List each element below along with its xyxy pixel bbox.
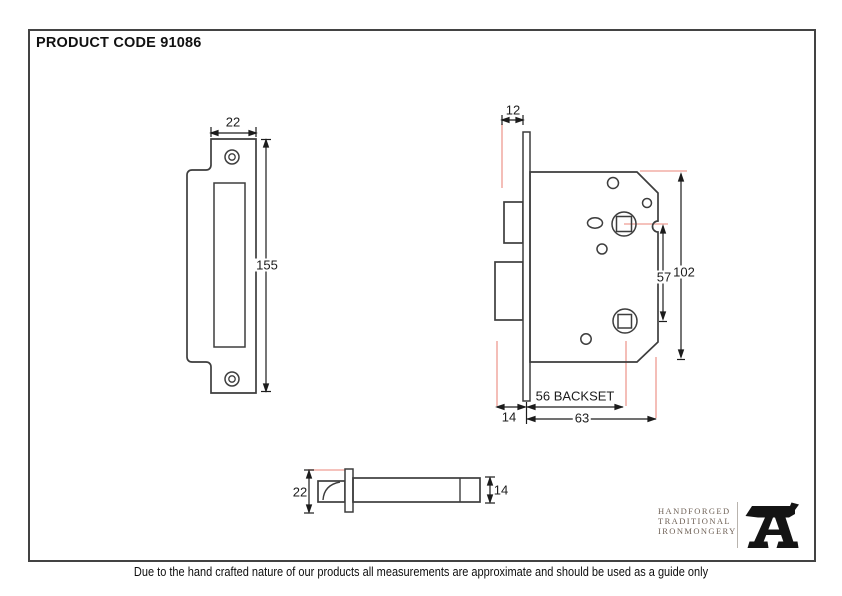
dim-label-side-thickness: 14 [493, 482, 509, 498]
case-body [530, 172, 658, 362]
latchbolt [504, 202, 523, 243]
dim-label-case-depth: 63 [574, 410, 590, 426]
faceplate-side [345, 469, 353, 512]
dim-label-backset: 56 BACKSET [535, 388, 615, 404]
thumbturn-follower [613, 309, 637, 333]
brand-logo [656, 504, 816, 552]
logo-line-2: TRADITIONAL [658, 515, 731, 526]
anvil-icon [745, 501, 801, 551]
latch-side [318, 481, 345, 502]
brand-logo-text [658, 506, 737, 536]
logo-divider [737, 502, 738, 548]
screw-hole-top [225, 150, 239, 164]
dim-label-side-height: 22 [292, 484, 308, 500]
logo-line-3: IRONMONGERY [658, 525, 737, 536]
product-code-label: PRODUCT CODE 91086 [36, 35, 202, 51]
dim-label-follower-centres: 57 [656, 269, 672, 285]
dimension-lines [211, 115, 685, 513]
side-view-drawing [318, 469, 480, 512]
dim-label-faceplate: 12 [505, 102, 521, 118]
dim-label-strike-width: 22 [225, 114, 241, 130]
latch-bevel [323, 482, 340, 500]
lock-case-drawing [495, 132, 658, 404]
disclaimer-text: Due to the hand crafted nature of our products all measurements are approximate and should be used as a guide only [133, 565, 709, 579]
strike-plate-drawing [187, 139, 256, 393]
logo-line-1: HANDFORGED [658, 506, 731, 516]
dim-label-projection: 14 [501, 409, 517, 425]
extension-lines [308, 124, 687, 470]
dim-label-case-height: 102 [673, 264, 695, 280]
case-faceplate [523, 132, 530, 401]
dim-label-strike-height: 155 [256, 257, 278, 273]
deadbolt [495, 262, 523, 320]
case-side [353, 478, 480, 502]
screw-hole-bottom [225, 372, 239, 386]
